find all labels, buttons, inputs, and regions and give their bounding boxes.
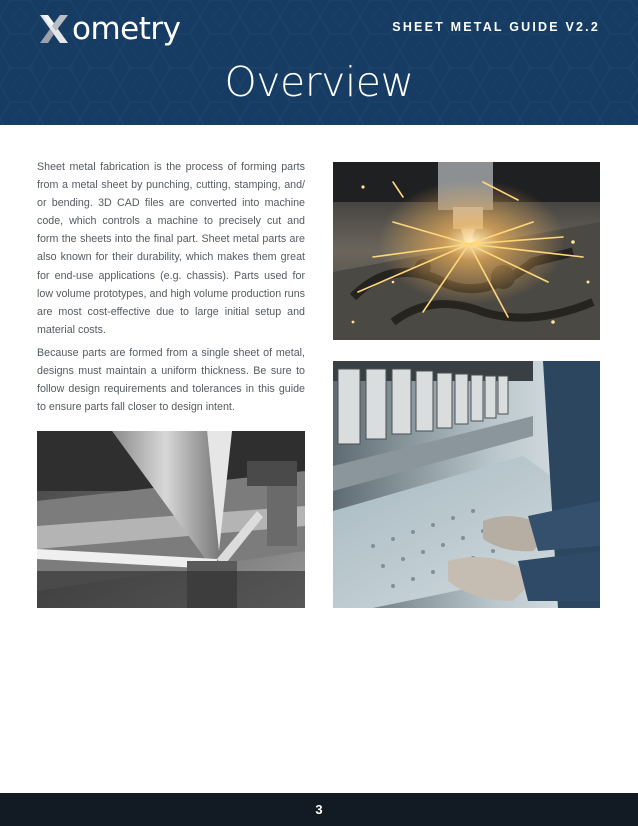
gloved-hands-sheet-photo-icon [333, 361, 600, 608]
press-brake-photo-icon [37, 431, 305, 608]
header-banner [0, 0, 638, 125]
page-number: 3 [315, 802, 323, 817]
intro-paragraph: Sheet metal fabrication is the process of forming parts from a metal sheet by punching, cutting, stamping, and/ or bending. 3D CAD files are converted into machine code, which controls a machine to precisely cut and form the sheets into the final part. Sheet metal parts are also known for their durability, which makes them great for end-use applications (e.g. chassis). Parts used for low volume prototypes, and high volume production runs are most cost-effective due to large initial setup and material costs. [37, 161, 305, 336]
laser-cutting-photo-icon [333, 162, 600, 340]
thickness-paragraph: Because parts are formed from a single sheet of metal, designs must maintain a uniform thickness. Be sure to follow design requirements and tolerances in this guide to ensure parts fall closer to design intent. [37, 347, 305, 414]
press-brake-photo [37, 431, 305, 608]
guide-label: SHEET METAL GUIDE V2.2 [392, 20, 600, 34]
gloved-hands-sheet-photo [333, 361, 600, 608]
logo-text: ometry [72, 11, 181, 47]
page-title: Overview [224, 58, 414, 106]
x-logo-icon [37, 12, 71, 46]
footer-bar [0, 793, 638, 826]
xometry-logo[interactable] [37, 11, 180, 47]
laser-cutting-photo [333, 162, 600, 340]
